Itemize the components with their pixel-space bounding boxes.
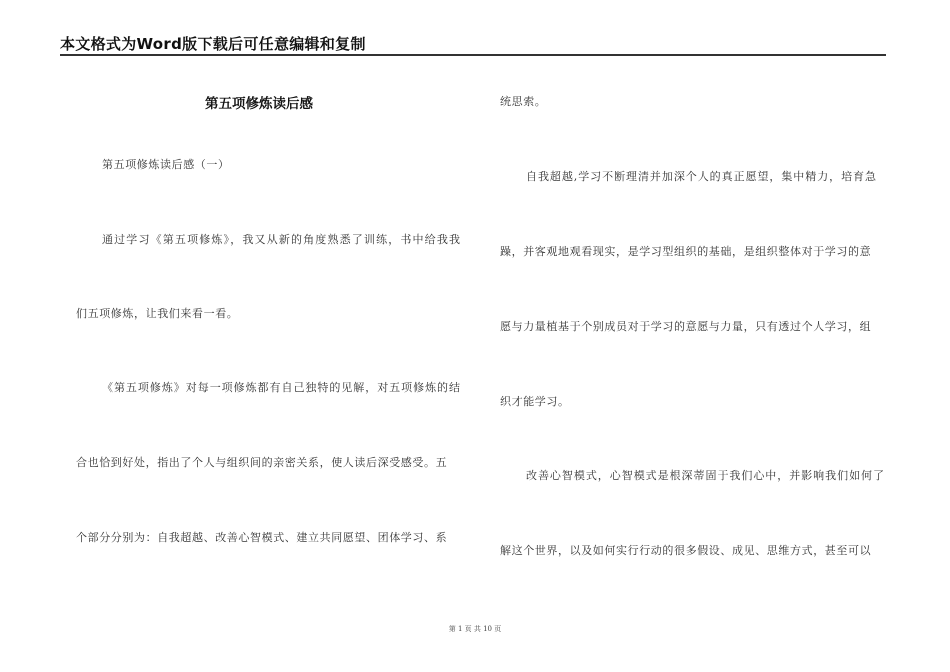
left-line-6: 个部分分别为：自我超越、改善心智模式、建立共同愿望、团体学习、系 — [76, 531, 448, 544]
right-line-6: 改善心智模式，心智模式是根深蒂固于我们心中，并影响我们如何了 — [526, 469, 885, 482]
right-line-5: 织才能学习。 — [500, 395, 570, 408]
left-line-2: 通过学习《第五项修炼》，我又从新的角度熟悉了训练，书中给我我 — [102, 233, 462, 246]
right-line-1: 统思索。 — [500, 95, 547, 108]
document-header: 本文格式为Word版下载后可任意编辑和复制 — [60, 35, 366, 53]
right-line-4: 愿与力量植基于个别成员对于学习的意愿与力量，只有透过个人学习，组 — [500, 320, 872, 333]
right-line-3: 躁，并客观地观看现实，是学习型组织的基础，是组织整体对于学习的意 — [500, 245, 872, 258]
document-title: 第五项修炼读后感 — [205, 96, 313, 112]
header-divider — [60, 54, 886, 56]
page-number: 第 1 页 共 10 页 — [448, 625, 502, 633]
right-line-2: 自我超越,学习不断理清并加深个人的真正愿望，集中精力，培育急 — [526, 170, 877, 183]
right-line-7: 解这个世界，以及如何实行行动的很多假设、成见、思维方式，甚至可以 — [500, 544, 872, 557]
left-line-4: 《第五项修炼》对每一项修炼都有自己独特的见解，对五项修炼的结 — [102, 381, 461, 394]
left-line-1: 第五项修炼读后感（一） — [102, 158, 230, 171]
left-line-3: 们五项修炼，让我们来看一看。 — [76, 307, 239, 320]
left-line-5: 合也恰到好处，指出了个人与组织间的亲密关系，使人读后深受感受。五 — [76, 456, 448, 469]
